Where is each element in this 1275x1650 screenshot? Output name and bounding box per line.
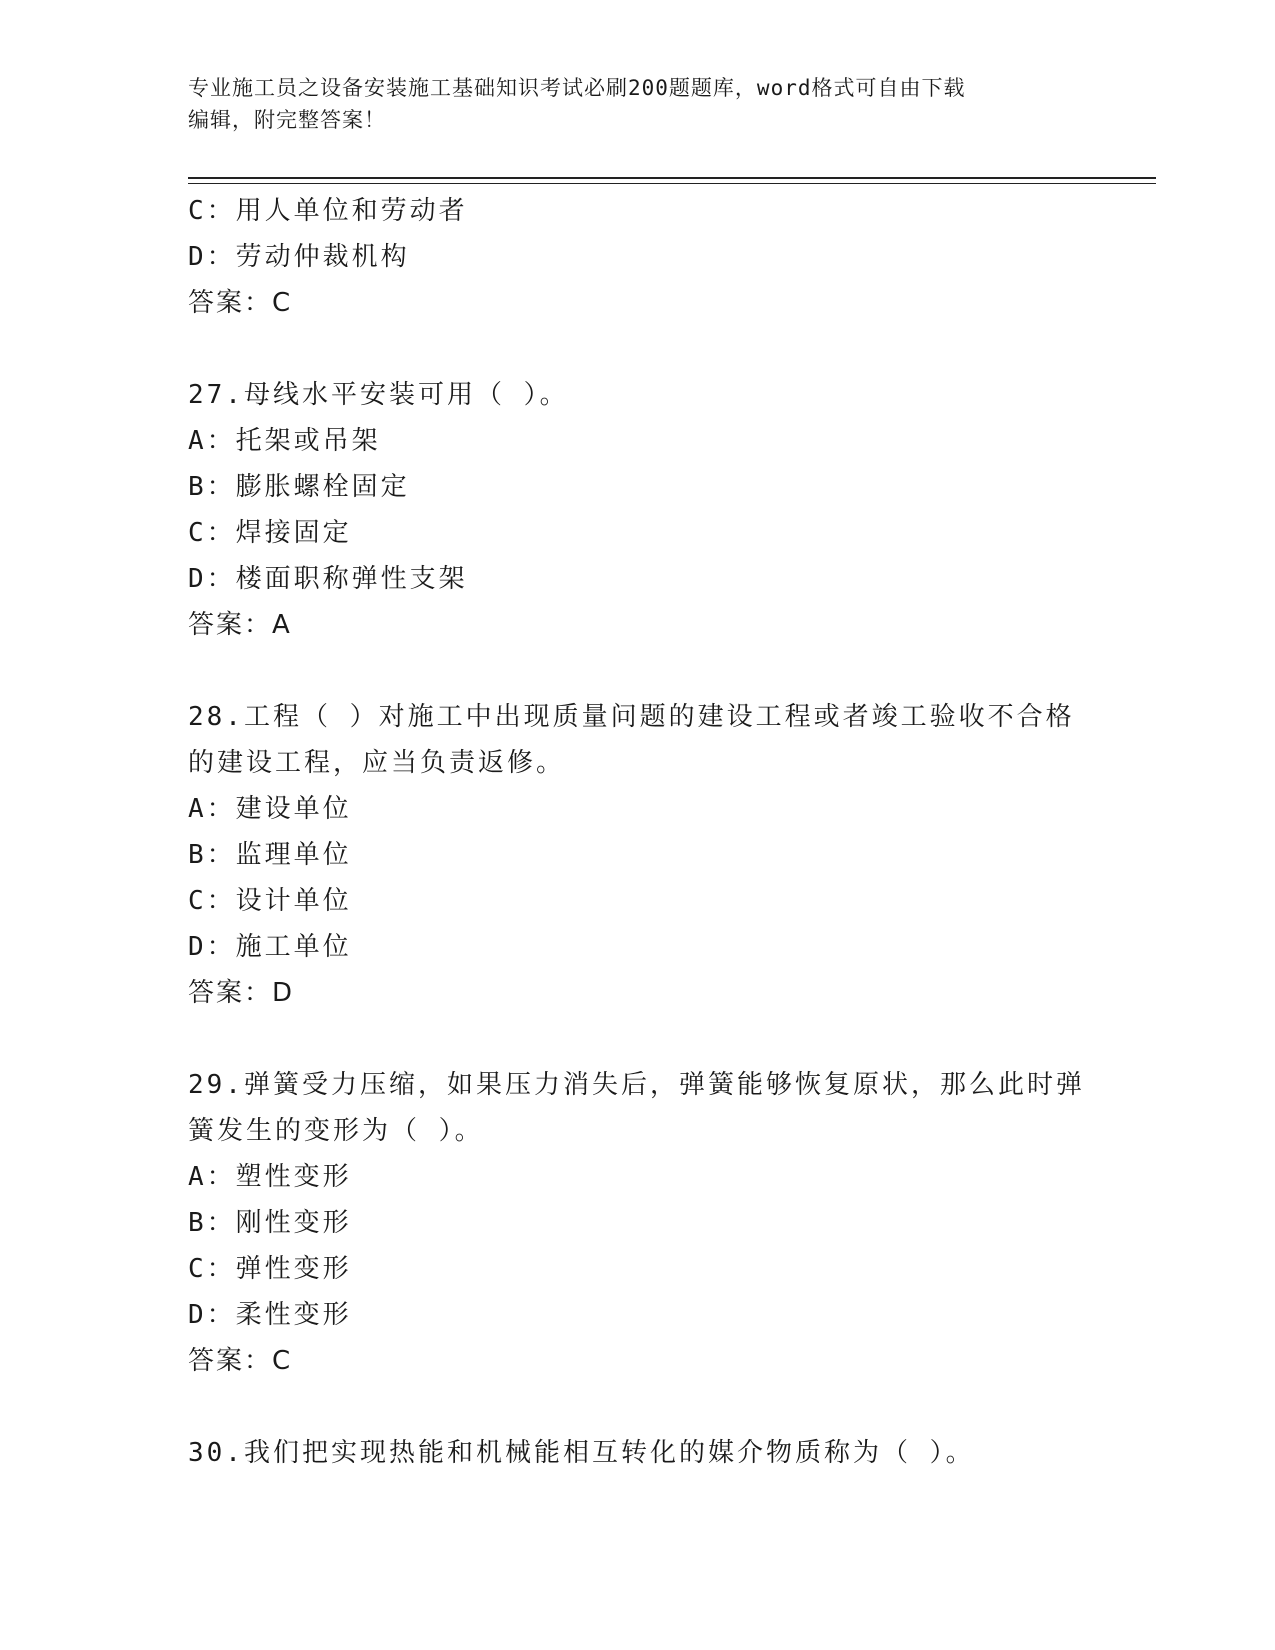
- option-b: B：刚性变形: [188, 1208, 352, 1238]
- option-c: C：用人单位和劳动者: [188, 196, 468, 226]
- question-stem-line-2: 的建设工程，应当负责返修。: [188, 748, 566, 778]
- option-d: D：楼面职称弹性支架: [188, 564, 468, 594]
- question-stem-line-1: 28.工程（ ）对施工中出现质量问题的建设工程或者竣工验收不合格: [188, 702, 1075, 732]
- option-b: B：监理单位: [188, 840, 352, 870]
- question-stem: 27.母线水平安装可用（ ）。: [188, 380, 569, 410]
- option-d: D：施工单位: [188, 932, 352, 962]
- spacer: [188, 326, 1088, 372]
- question-26-continued: [188, 188, 1088, 326]
- option-b: B：膨胀螺栓固定: [188, 472, 410, 502]
- spacer: [188, 1384, 1088, 1430]
- header-line-1: 专业施工员之设备安装施工基础知识考试必刷200题题库，word格式可自由下载: [188, 76, 966, 100]
- option-a: A：塑性变形: [188, 1162, 352, 1192]
- question-28: [188, 694, 1088, 1016]
- question-list: [188, 188, 1088, 1476]
- header-rule-thin: [188, 183, 1156, 184]
- document-header: [188, 72, 1088, 136]
- question-29: [188, 1062, 1088, 1384]
- option-c: C：弹性变形: [188, 1254, 352, 1284]
- question-27: [188, 372, 1088, 648]
- question-stem: 30.我们把实现热能和机械能相互转化的媒介物质称为（ ）。: [188, 1438, 975, 1468]
- question-30: [188, 1430, 1088, 1476]
- answer-line: 答案：C: [188, 288, 293, 318]
- answer-line: 答案：C: [188, 1346, 293, 1376]
- header-line-2: 编辑，附完整答案！: [188, 108, 386, 132]
- answer-line: 答案：A: [188, 610, 292, 640]
- option-d: D：劳动仲裁机构: [188, 242, 410, 272]
- question-stem-line-2: 簧发生的变形为（ ）。: [188, 1116, 484, 1146]
- option-a: A：建设单位: [188, 794, 352, 824]
- option-c: C：设计单位: [188, 886, 352, 916]
- header-rule-thick: [188, 177, 1156, 179]
- question-stem-line-1: 29.弹簧受力压缩，如果压力消失后，弹簧能够恢复原状，那么此时弹: [188, 1070, 1085, 1100]
- option-d: D：柔性变形: [188, 1300, 352, 1330]
- option-c: C：焊接固定: [188, 518, 352, 548]
- option-a: A：托架或吊架: [188, 426, 381, 456]
- answer-line: 答案：D: [188, 978, 295, 1008]
- spacer: [188, 1016, 1088, 1062]
- spacer: [188, 648, 1088, 694]
